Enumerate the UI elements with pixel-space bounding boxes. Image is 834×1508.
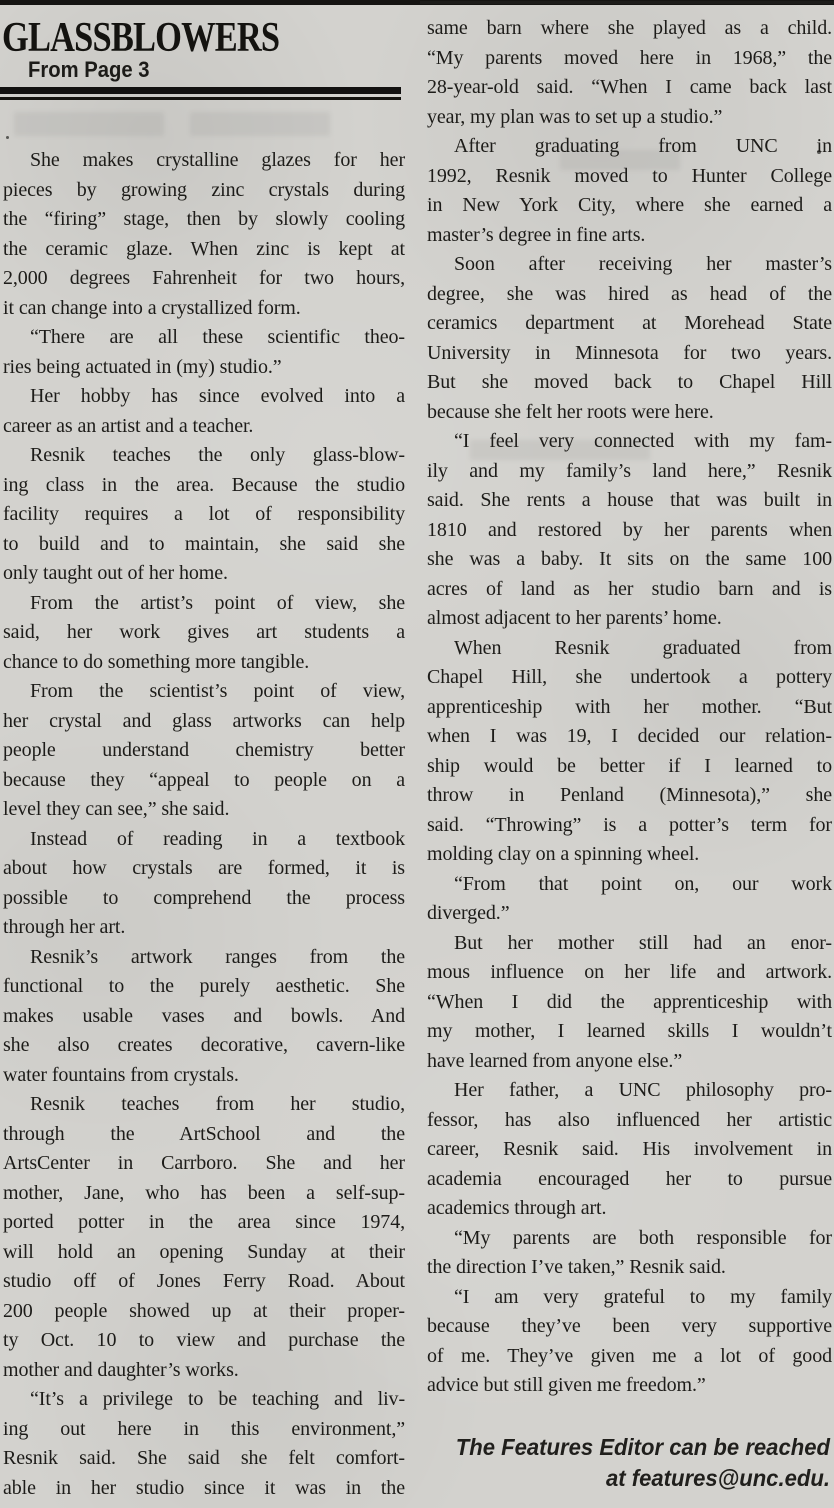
text-line: able in her studio since it was in the [3, 1476, 405, 1499]
text-line: Instead of reading in a textbook [30, 827, 405, 850]
text-line: master’s degree in fine arts. [427, 223, 646, 246]
text-line: From the artist’s point of view, she [30, 591, 405, 614]
text-line: Soon after receiving her master’s [454, 253, 832, 275]
text-line: her crystal and glass artworks can help [3, 709, 405, 732]
text-line: through the ArtSchool and the [3, 1122, 405, 1145]
text-line: makes usable vases and bowls. And [3, 1004, 405, 1027]
text-line: ArtsCenter in Carrboro. She and her [3, 1152, 405, 1174]
text-line: 1992, Resnik moved to Hunter College [427, 164, 832, 187]
text-line: “There are all these scientific theo- [30, 326, 405, 348]
text-line: 28-year-old said. “When I came back last [427, 76, 832, 98]
text-line: to build and to maintain, she said she [3, 532, 405, 555]
text-line: diverged.” [427, 902, 510, 924]
text-line: “It’s a privilege to be teaching and liv- [30, 1388, 405, 1410]
text-line: From the scientist’s point of view, [30, 680, 405, 702]
bleedthrough-artifact [190, 112, 330, 136]
text-line: 2,000 degrees Fahrenheit for two hours, [3, 267, 405, 289]
text-line: career, Resnik said. His involvement in [427, 1138, 832, 1160]
text-line: ceramics department at Morehead State [427, 312, 832, 334]
headline-divider [0, 87, 401, 100]
text-line: Her father, a UNC philosophy pro- [454, 1079, 832, 1101]
text-line: only taught out of her home. [3, 562, 228, 584]
text-line: level they can see,” she said. [3, 798, 230, 820]
text-line: academia encouraged her to pursue [427, 1167, 832, 1190]
text-line: Chapel Hill, she undertook a pottery [427, 666, 832, 688]
text-line: functional to the purely aesthetic. She [3, 975, 405, 997]
text-line: When Resnik graduated from [454, 636, 832, 659]
text-line: academics through art. [427, 1197, 607, 1219]
text-line: in New York City, where she earned a [427, 194, 832, 216]
text-line: year, my plan was to set up a studio.” [427, 105, 723, 128]
bleedthrough-artifact [14, 112, 164, 136]
text-line: Her hobby has since evolved into a [30, 385, 405, 407]
text-line: of me. They’ve given me a lot of good [427, 1344, 832, 1367]
text-line: ty Oct. 10 to view and purchase the [3, 1329, 405, 1351]
text-line: “From that point on, our work [454, 872, 832, 895]
continuation-label: From Page 3 [28, 57, 150, 82]
features-editor-tagline [331, 1432, 830, 1494]
text-line: degree, she was hired as head of the [427, 282, 832, 305]
text-line: chance to do something more tangible. [3, 650, 310, 673]
text-line: because they “appeal to people on a [3, 768, 405, 791]
print-speck [6, 136, 9, 139]
text-line: studio off of Jones Ferry Road. About [3, 1270, 405, 1292]
text-line: molding clay on a spinning wheel. [427, 843, 700, 865]
text-line: she was a baby. It sits on the same 100 [427, 548, 832, 570]
text-line: the direction I’ve taken,” Resnik said. [427, 1256, 726, 1278]
text-line: mother and daughter’s works. [3, 1358, 239, 1381]
text-line: it can change into a crystallized form. [3, 296, 301, 319]
tagline-line: at features@unc.edu. [606, 1465, 830, 1491]
text-line: have learned from anyone else.” [427, 1049, 683, 1072]
page-top-rule-right [420, 1, 834, 4]
text-line: ing class in the area. Because the studio [3, 473, 405, 496]
text-line: possible to comprehend the process [3, 886, 405, 909]
text-line: Resnik’s artwork ranges from the [30, 945, 405, 968]
text-line: career as an artist and a teacher. [3, 414, 254, 437]
text-line: mother, Jane, who has been a self-sup- [3, 1181, 405, 1204]
text-line: pieces by growing zinc crystals during [3, 178, 405, 201]
text-line: because they’ve been very supportive [427, 1315, 832, 1337]
text-line: ily and my family’s land here,” Resnik [427, 459, 832, 482]
text-line: ries being actuated in (my) studio.” [3, 355, 282, 378]
page-title: GLASSBLOWERS [2, 15, 280, 61]
text-line: she also creates decorative, cavern-like [3, 1034, 405, 1056]
text-line: University in Minnesota for two years. [427, 341, 832, 364]
text-line: fessor, has also influenced her artistic [427, 1108, 832, 1131]
text-line: Resnik said. She said she felt comfort- [3, 1447, 405, 1469]
text-line: Resnik teaches from her studio, [30, 1093, 405, 1115]
text-line: apprenticeship with her mother. “But [427, 695, 832, 718]
text-line: After graduating from UNC in [454, 135, 832, 157]
text-line: advice but still given me freedom.” [427, 1374, 706, 1396]
text-line: ported potter in the area since 1974, [3, 1211, 405, 1233]
text-line: throw in Penland (Minnesota),” she [427, 784, 832, 806]
text-line: said. “Throwing” is a potter’s term for [427, 813, 832, 836]
text-line: people understand chemistry better [3, 739, 405, 761]
text-line: ship would be better if I learned to [427, 754, 832, 777]
text-line: “When I did the apprenticeship with [427, 990, 832, 1013]
text-line: because she felt her roots were here. [427, 400, 714, 423]
text-line: the ceramic glaze. When zinc is kept at [3, 237, 405, 260]
text-line: Resnik teaches the only glass-blow- [30, 444, 405, 466]
text-line: same barn where she played as a child. [427, 17, 832, 39]
article-column-right [427, 14, 832, 1401]
text-line: 200 people showed up at their proper- [3, 1299, 405, 1322]
text-line: “My parents moved here in 1968,” the [427, 46, 832, 69]
text-line: will hold an opening Sunday at their [3, 1240, 405, 1263]
text-line: facility requires a lot of responsibility [3, 503, 405, 525]
text-line: mous influence on her life and artwork. [427, 961, 832, 983]
text-line: the “firing” stage, then by slowly cooling [3, 208, 405, 230]
text-line: when I was 19, I decided our relation- [427, 725, 832, 747]
text-line: almost adjacent to her parents’ home. [427, 607, 722, 629]
text-line: “I feel very connected with my fam- [454, 430, 832, 452]
text-line: water fountains from crystals. [3, 1063, 239, 1086]
article-column-left [3, 146, 405, 1503]
text-line: But her mother still had an enor- [454, 931, 832, 954]
text-line: She makes crystalline glazes for her [30, 149, 405, 171]
text-line: “My parents are both responsible for [454, 1226, 832, 1249]
text-line: 1810 and restored by her parents when [427, 518, 832, 541]
text-line: my mother, I learned skills I wouldn’t [427, 1020, 832, 1042]
text-line: said, her work gives art students a [3, 621, 405, 643]
text-line: about how crystals are formed, it is [3, 857, 405, 879]
text-line: acres of land as her studio barn and is [427, 577, 832, 600]
text-line: But she moved back to Chapel Hill [427, 371, 832, 393]
text-line: through her art. [3, 916, 126, 938]
text-line: said. She rents a house that was built in [427, 489, 832, 511]
tagline-line: The Features Editor can be reached [455, 1434, 830, 1460]
text-line: “I am very grateful to my family [454, 1285, 832, 1308]
text-line: ing out here in this environment,” [3, 1417, 405, 1440]
